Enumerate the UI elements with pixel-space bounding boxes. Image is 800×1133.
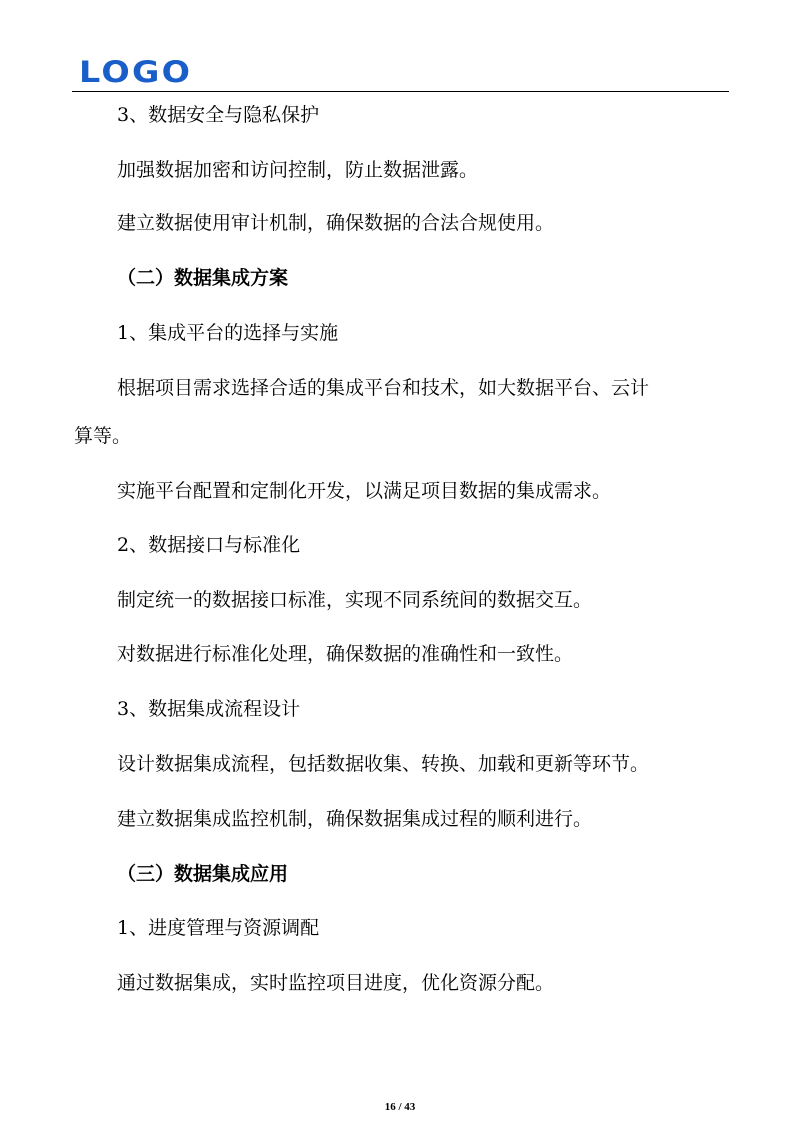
paragraph: 加强数据加密和访问控制，防止数据泄露。 (117, 159, 479, 181)
subsection-title: 1、进度管理与资源调配 (117, 917, 320, 939)
paragraph: 对数据进行标准化处理，确保数据的准确性和一致性。 (117, 643, 574, 665)
paragraph: 建立数据使用审计机制，确保数据的合法合规使用。 (117, 212, 555, 234)
subsection-title: 3、数据集成流程设计 (117, 698, 301, 720)
paragraph: 设计数据集成流程，包括数据收集、转换、加载和更新等环节。 (117, 753, 650, 775)
paragraph-continuation: 算等。 (74, 425, 132, 447)
subsection-title: 1、集成平台的选择与实施 (117, 322, 339, 344)
section-heading: （二）数据集成方案 (117, 267, 289, 289)
subsection-title: 2、数据接口与标准化 (117, 534, 301, 556)
section-heading: （三）数据集成应用 (117, 863, 289, 885)
paragraph: 实施平台配置和定制化开发，以满足项目数据的集成需求。 (117, 480, 612, 502)
page-number: 16 / 43 (384, 1101, 416, 1113)
paragraph: 制定统一的数据接口标准，实现不同系统间的数据交互。 (117, 589, 593, 611)
paragraph: 根据项目需求选择合适的集成平台和技术，如大数据平台、云计 (117, 377, 650, 399)
paragraph: 建立数据集成监控机制，确保数据集成过程的顺利进行。 (117, 808, 593, 830)
subsection-title: 3、数据安全与隐私保护 (117, 104, 320, 126)
logo: LOGO (79, 55, 193, 89)
header-divider (72, 91, 729, 92)
paragraph: 通过数据集成，实时监控项目进度，优化资源分配。 (117, 972, 555, 994)
